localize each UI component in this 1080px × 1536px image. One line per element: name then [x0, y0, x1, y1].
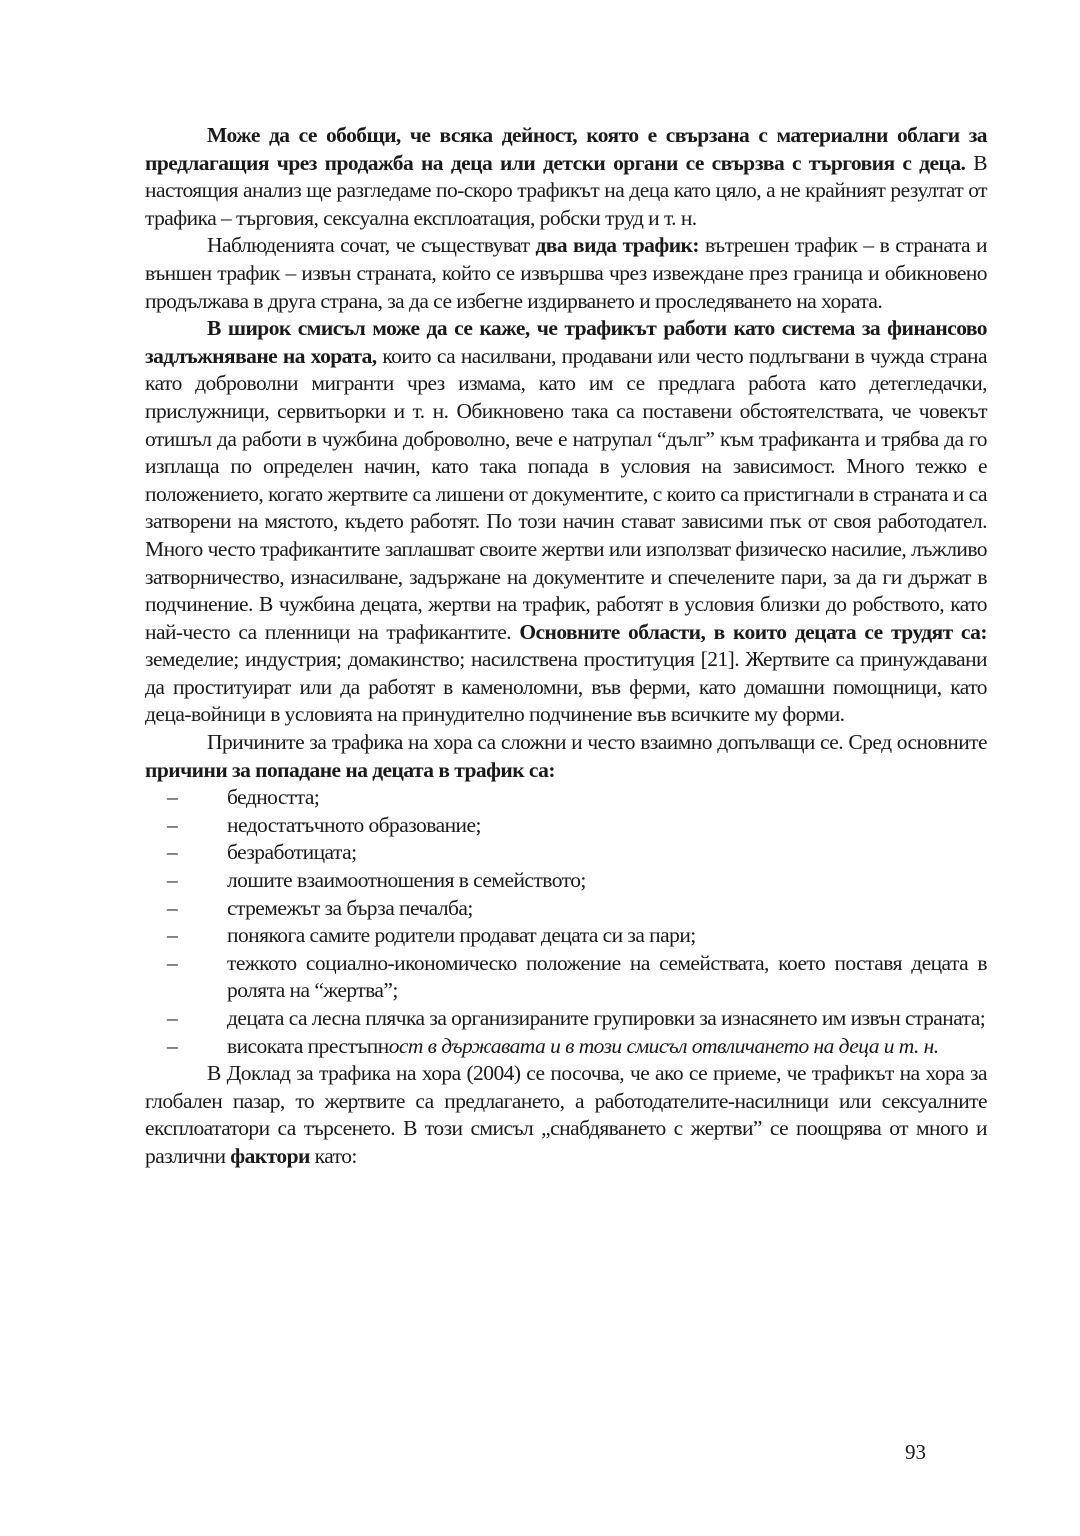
list-item [145, 839, 987, 867]
page-number: 93 [905, 1440, 926, 1464]
dash-bullet: – [167, 812, 178, 837]
list-item-text: недостатъчното образование; [227, 812, 481, 837]
dash-bullet: – [167, 868, 178, 893]
list-item-text: високата престъпн [227, 1033, 389, 1058]
emphasis: Може да се обобщи, че всяка дейност, която е свързана с материални облаги за предлагащия чрез продажба на деца или детски органи се свързва с търговия с деца. [145, 123, 987, 175]
text-run: земеделие; индустрия; домакинство; насилствена проституция [21]. Жертвите са принуждавани да проституират или да работят в каменоломни, във ферми, като домашни помощници, като деца-войници в условията на принудително подчинение във всичките му форми. [145, 647, 987, 727]
list-item [145, 1033, 987, 1061]
emphasis: В широк смисъл може да се каже, че трафикът работи като система за финансово задлъжняване на хората, [145, 316, 987, 368]
list-item-text: бедността; [227, 785, 320, 810]
paragraph-1 [145, 122, 987, 232]
list-item [145, 812, 987, 840]
emphasis: фактори [230, 1143, 310, 1168]
list-item-text: лошите взаимоотношения в семейството; [227, 868, 586, 893]
italic-text: ост в държавата и в този смисъл отвличането на деца и т. н. [388, 1033, 939, 1058]
text-run: вътрешен трафик – в страната и външен трафик – извън страната, който се извършва чрез извеждане през граница и обикновено продължава в друга страна, за да се избегне издирването и проследяването на хората. [145, 233, 988, 313]
list-item [145, 784, 987, 812]
emphasis: причини за попадане на децата в трафик са: [145, 757, 555, 782]
text-run: В настоящия анализ ще разгледаме по-скоро трафикът на деца като цяло, а не крайният резултат от трафика – търговия, сексуална експлоатация, робски труд и т. н. [145, 150, 987, 230]
dash-bullet: – [167, 895, 178, 920]
emphasis: два вида трафик: [535, 233, 699, 258]
list-item [145, 867, 987, 895]
paragraph-3 [145, 315, 987, 729]
dash-bullet: – [167, 1033, 178, 1058]
list-item [145, 950, 987, 1005]
text-run: като: [309, 1143, 357, 1168]
list-item-text: безработицата; [227, 840, 357, 865]
dash-bullet: – [167, 785, 178, 810]
paragraph-4 [145, 729, 987, 784]
list-item [145, 1005, 987, 1033]
dash-bullet: – [167, 923, 178, 948]
text-run: В Доклад за трафика на хора (2004) се посочва, че ако се приеме, че трафикът на хора за глобален пазар, то жертвите са предлагането, а работодателите-насилници или сексуалните експлоататори са търсенето. В този смисъл „снабдяването с жертви” се поощрява от много и различни [145, 1061, 987, 1168]
dash-bullet: – [167, 950, 178, 975]
list-item [145, 922, 987, 950]
text-run: Причините за трафика на хора са сложни и често взаимно допълващи се. Сред основните [207, 730, 987, 755]
body-text [145, 122, 987, 1171]
emphasis: Основните области, в които децата се трудят са: [519, 619, 987, 644]
paragraph-2 [145, 232, 987, 315]
text-run: Наблюденията сочат, че съществуват [207, 233, 536, 258]
text-run: които са насилвани, продавани или често подлъгвани в чужда страна като доброволни мигранти чрез измама, като им се предлага работа като детегледачки, прислужници, сервитьорки и т. н. Обикновено така са поставени обстоятелствата, че човекът отишъл да работи в чужбина доброволно, вече е натрупал “дълг” към трафиканта и трябва да го изплаща по определен начин, като така попада в условия на зависимост. Много тежко е положението, когато жертвите са лишени от документите, с които са пристигнали в страната и са затворени на мястото, където работят. По този начин стават зависими пък от своя работодател. Много често трафикантите заплашват своите жертви или използват физическо насилие, лъжливо затворничество, изнасилване, задържане на документите и спечелените пари, за да ги държат в подчинение. В чужбина децата, жертви на трафик, работят в условия близки до робството, като най-често са пленници на трафикантите. [145, 343, 987, 644]
list-item-text: децата са лесна плячка за организираните групировки за изнасянето им извън страната; [227, 1006, 986, 1030]
list-item-text: понякога самите родители продават децата си за пари; [227, 923, 696, 948]
list-item-text: стремежът за бърза печалба; [227, 895, 473, 920]
list-item [145, 895, 987, 923]
reasons-list [145, 784, 987, 1060]
dash-bullet: – [167, 1006, 178, 1030]
paragraph-5 [145, 1060, 987, 1170]
list-item-text: тежкото социално-икономическо положение на семействата, което поставя децата в ролята на “жертва”; [227, 950, 987, 1003]
dash-bullet: – [167, 840, 178, 865]
